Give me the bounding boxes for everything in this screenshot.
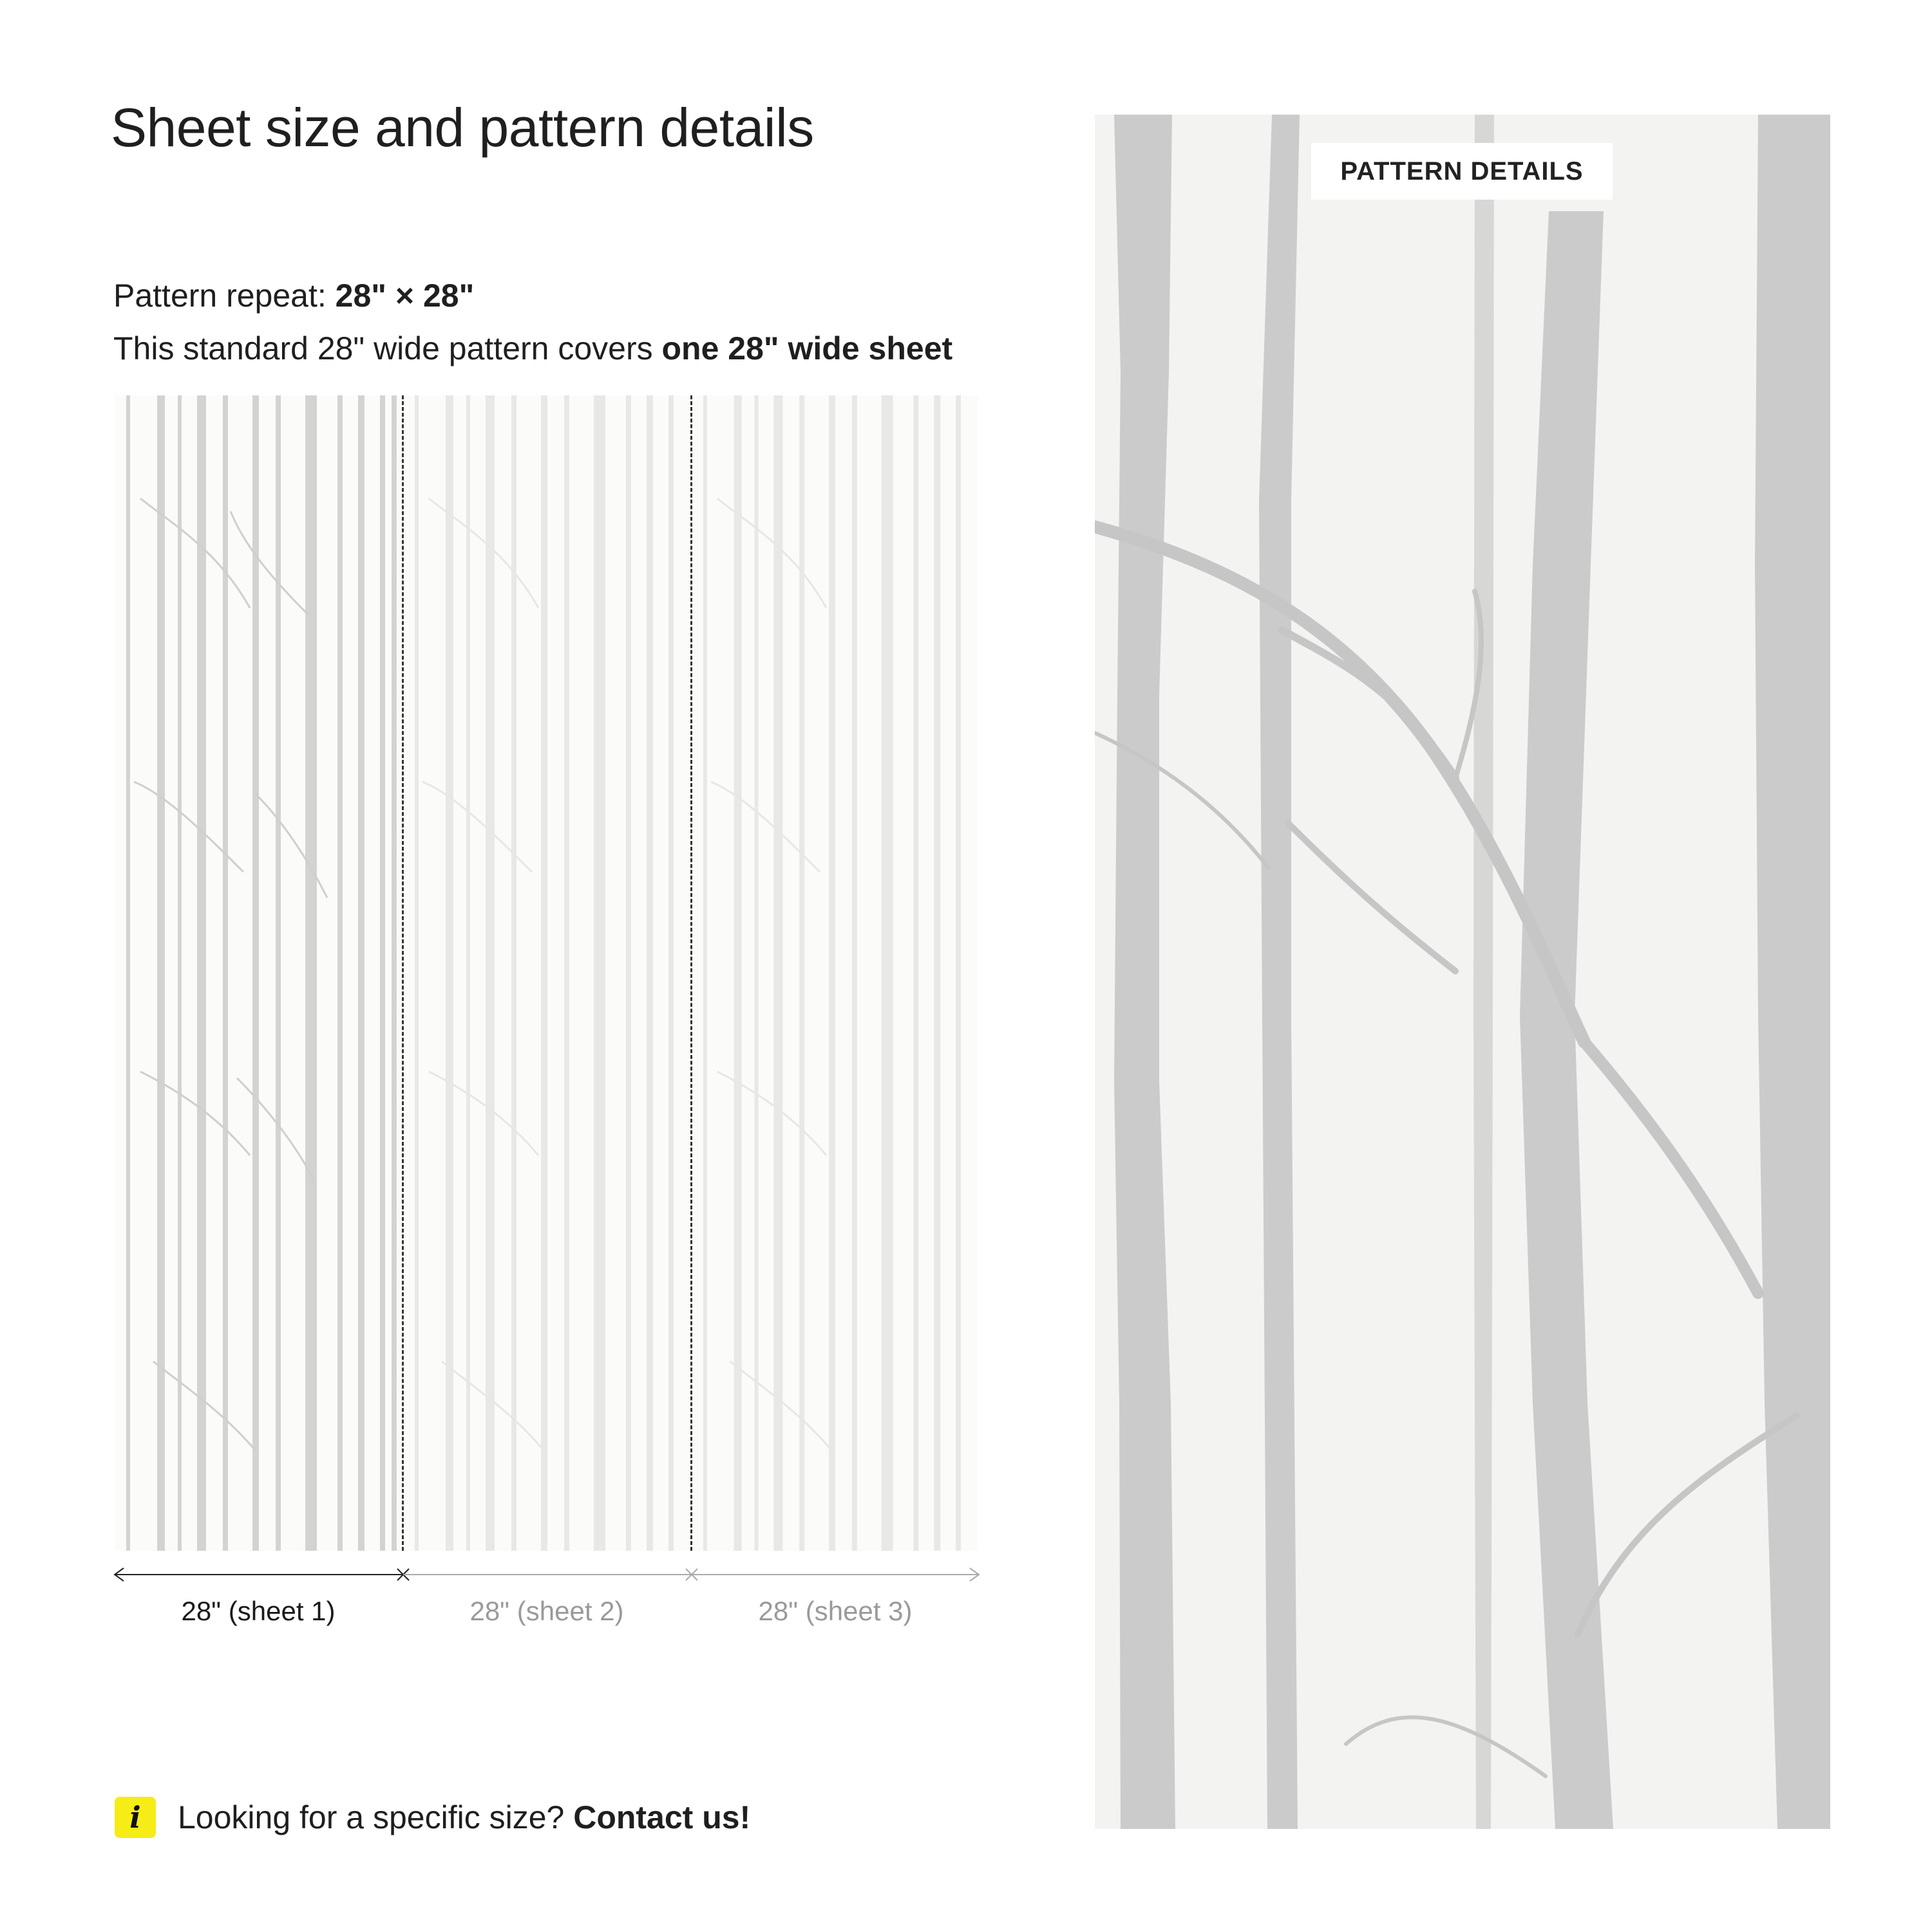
measurement-line bbox=[109, 1565, 983, 1584]
birch-pattern-image bbox=[403, 395, 690, 1551]
contact-us-link[interactable]: Contact us! bbox=[573, 1799, 751, 1835]
sheet-2-preview bbox=[403, 395, 690, 1551]
sheet-divider bbox=[690, 395, 692, 1551]
pattern-details-badge: PATTERN DETAILS bbox=[1311, 143, 1613, 200]
coverage-text: This standard 28" wide pattern covers bbox=[113, 330, 662, 366]
sheet-2-label: 28" (sheet 2) bbox=[469, 1596, 624, 1626]
sheet-3-preview bbox=[692, 395, 978, 1551]
sheet-3-label: 28" (sheet 3) bbox=[758, 1596, 913, 1626]
sheet-1-label: 28" (sheet 1) bbox=[181, 1596, 336, 1626]
sheet-1-preview bbox=[115, 395, 402, 1551]
coverage-emphasis: one 28" wide sheet bbox=[661, 330, 953, 366]
pattern-repeat bbox=[113, 277, 474, 314]
contact-note bbox=[115, 1797, 750, 1838]
birch-pattern-image bbox=[692, 395, 978, 1551]
sheet-divider bbox=[402, 395, 404, 1551]
pattern-detail-image bbox=[1095, 115, 1830, 1829]
sheet-preview bbox=[115, 395, 978, 1551]
info-icon: i bbox=[115, 1797, 156, 1838]
birch-pattern-image bbox=[115, 395, 402, 1551]
pattern-repeat-value: 28" × 28" bbox=[335, 278, 475, 314]
page-title: Sheet size and pattern details bbox=[111, 97, 814, 158]
coverage-note bbox=[113, 330, 952, 367]
pattern-repeat-label: Pattern repeat: bbox=[113, 278, 336, 314]
contact-note-text: Looking for a specific size? bbox=[178, 1799, 574, 1835]
